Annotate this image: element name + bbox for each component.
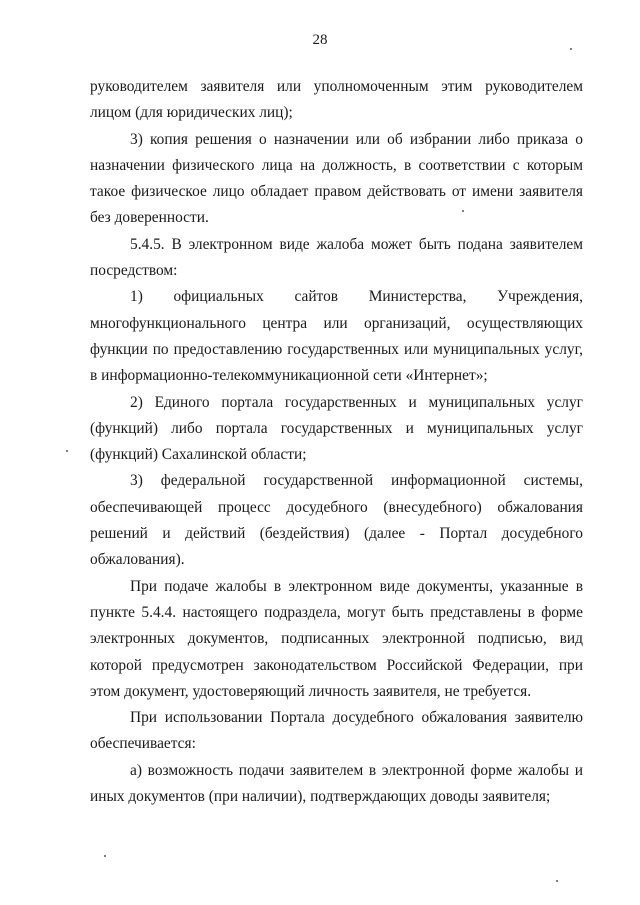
scan-speck (66, 450, 68, 452)
paragraph-2: 3) копия решения о назначении или об избрании либо приказа о назначении физического лица на должность, в соответствии с которым такое физическое лицо обладает правом действовать от имени заявителя без доверенности. (90, 130, 583, 227)
paragraph-3: 5.4.5. В электронном виде жалоба может быть подана заявителем посредством: (90, 235, 583, 280)
scan-speck (556, 880, 558, 882)
document-body (90, 74, 583, 810)
scan-speck (570, 48, 572, 50)
paragraph-7: При подаче жалобы в электронном виде документы, указанные в пункте 5.4.4. настоящего подраздела, могут быть представлены в форме электронных документов, подписанных электронной подписью, вид которой предусмотрен законодательством Российской Федерации, при этом документ, удостоверяющий личность заявителя, не требуется. (90, 577, 583, 700)
scan-speck (104, 855, 106, 857)
paragraph-4: 1) официальных сайтов Министерства, Учреждения, многофункционального центра или организаций, осуществляющих функции по предоставлению государственных или муниципальных услуг, в информационно-телекоммуникационной сети «Интернет»; (90, 288, 583, 385)
paragraph-6: 3) федеральной государственной информационной системы, обеспечивающей процесс досудебного (внесудебного) обжалования решений и действий (бездействия) (далее - Портал досудебного обжалования). (90, 472, 583, 569)
paragraph-5: 2) Единого портала государственных и муниципальных услуг (функций) либо портала государственных и муниципальных услуг (функций) Сахалинской области; (90, 393, 583, 464)
paragraph-9: а) возможность подачи заявителем в электронной форме жалобы и иных документов (при наличии), подтверждающих доводы заявителя; (90, 761, 583, 806)
page-number: 28 (312, 32, 328, 48)
paragraph-8: При использовании Портала досудебного обжалования заявителю обеспечивается: (90, 709, 583, 753)
scan-speck (462, 210, 464, 212)
paragraph-1: руководителем заявителя или уполномоченным этим руководителем лицом (для юридических лиц); (90, 78, 583, 122)
